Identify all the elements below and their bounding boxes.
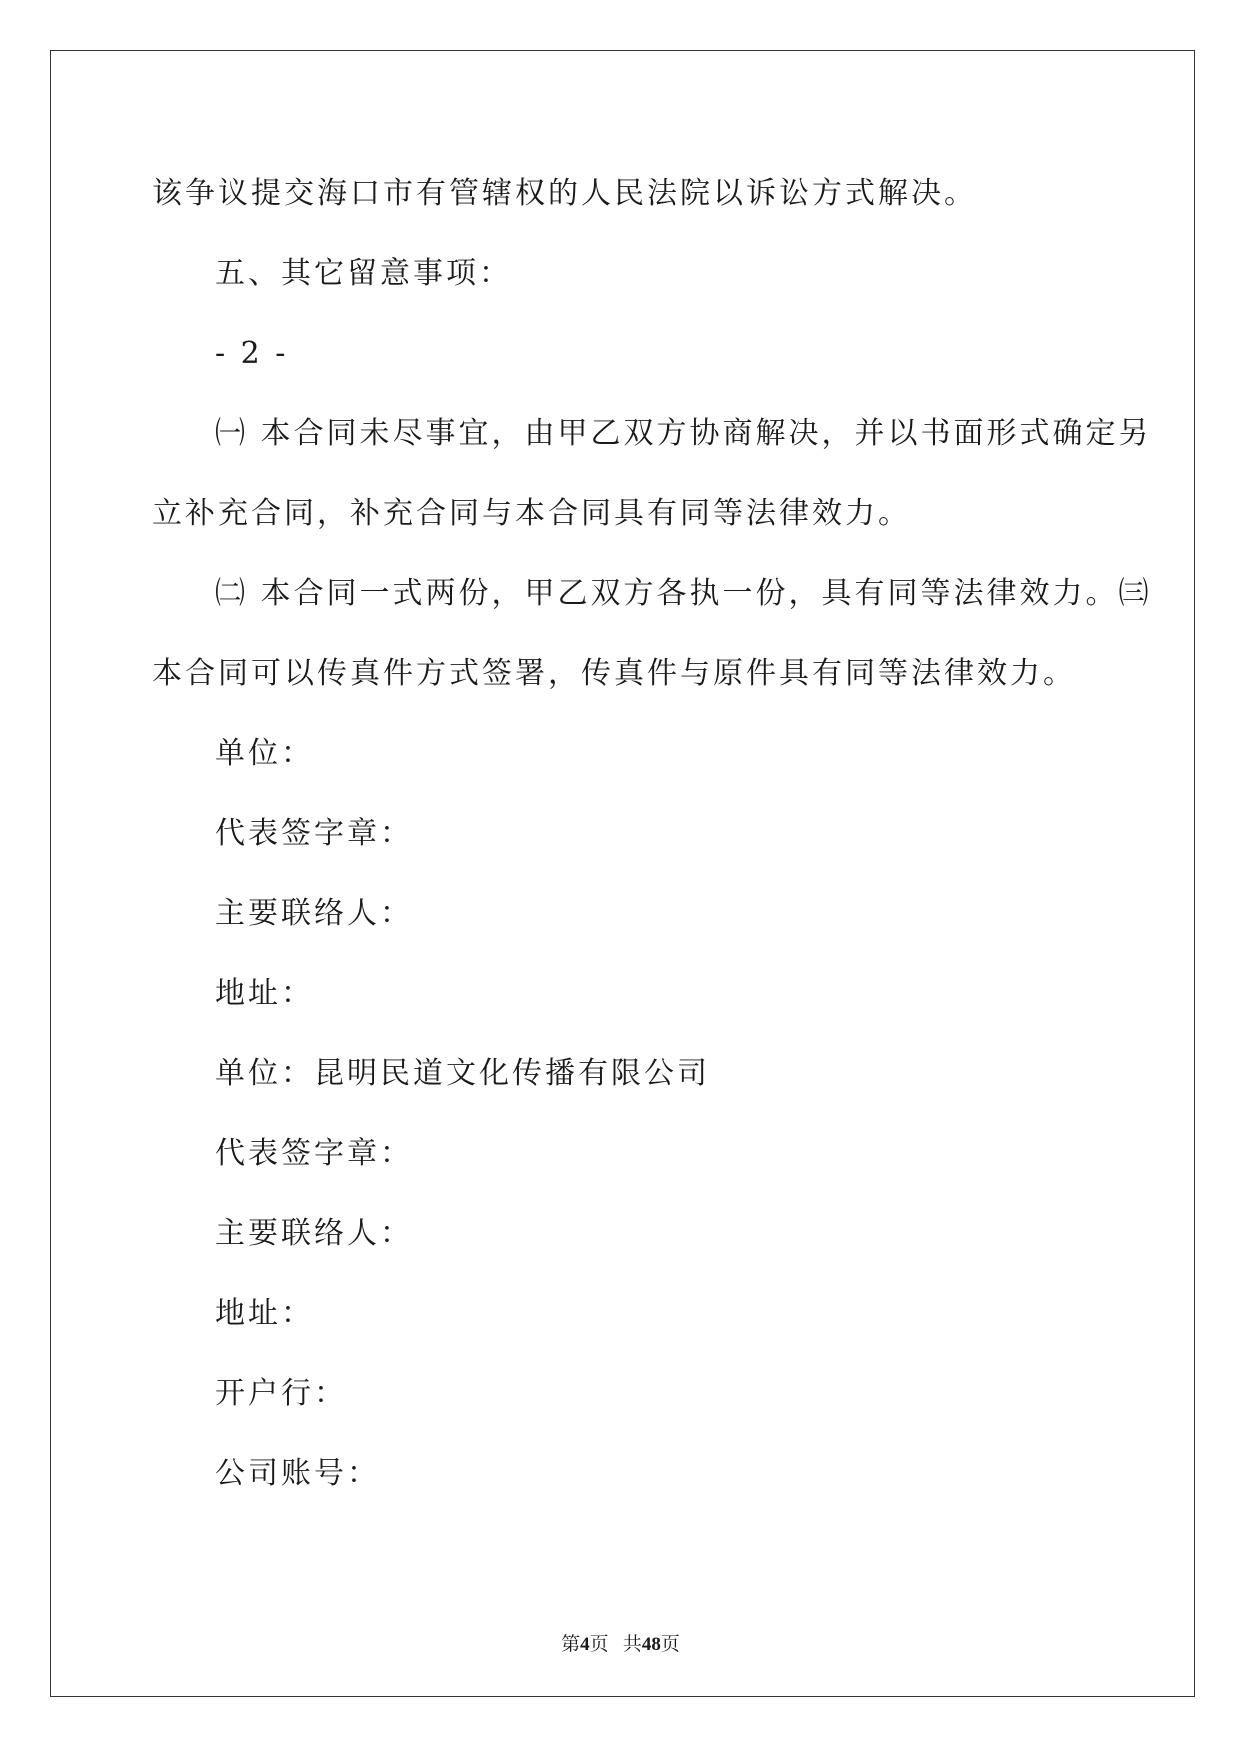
footer-page-suffix: 页	[589, 1634, 609, 1655]
party-a-contact-label: 主要联络人：	[215, 896, 413, 931]
party-b-signature-label: 代表签字章：	[215, 1136, 413, 1171]
party-a-signature-label: 代表签字章：	[215, 816, 413, 851]
paragraph-line: ㈠ 本合同未尽事宜，由甲乙双方协商解决，并以书面形式确定另	[215, 416, 1152, 451]
party-b-address-label: 地址：	[215, 1296, 314, 1331]
paragraph-line: 立补充合同，补充合同与本合同具有同等法律效力。	[152, 496, 911, 531]
party-b-unit-label: 单位：昆明民道文化传播有限公司	[215, 1056, 710, 1091]
footer-page-number: 4	[580, 1634, 590, 1655]
paragraph-line: ㈡ 本合同一式两份，甲乙双方各执一份，具有同等法律效力。㈢	[215, 576, 1152, 611]
bank-label: 开户行：	[215, 1376, 347, 1411]
page-border	[50, 50, 1195, 1697]
party-a-unit-label: 单位：	[215, 736, 314, 771]
footer-prefix: 第	[561, 1634, 581, 1655]
account-label: 公司账号：	[215, 1456, 380, 1491]
inner-page-number: - 2 -	[215, 336, 289, 371]
party-a-address-label: 地址：	[215, 976, 314, 1011]
paragraph-line: 本合同可以传真件方式签署，传真件与原件具有同等法律效力。	[152, 656, 1076, 691]
party-b-contact-label: 主要联络人：	[215, 1216, 413, 1251]
footer-total-prefix: 共	[622, 1634, 642, 1655]
footer-total-pages: 48	[641, 1634, 661, 1655]
page-footer	[0, 1632, 1241, 1658]
paragraph-line: 该争议提交海口市有管辖权的人民法院以诉讼方式解决。	[152, 176, 977, 211]
section-heading: 五、其它留意事项：	[215, 256, 512, 291]
footer-total-suffix: 页	[660, 1634, 680, 1655]
